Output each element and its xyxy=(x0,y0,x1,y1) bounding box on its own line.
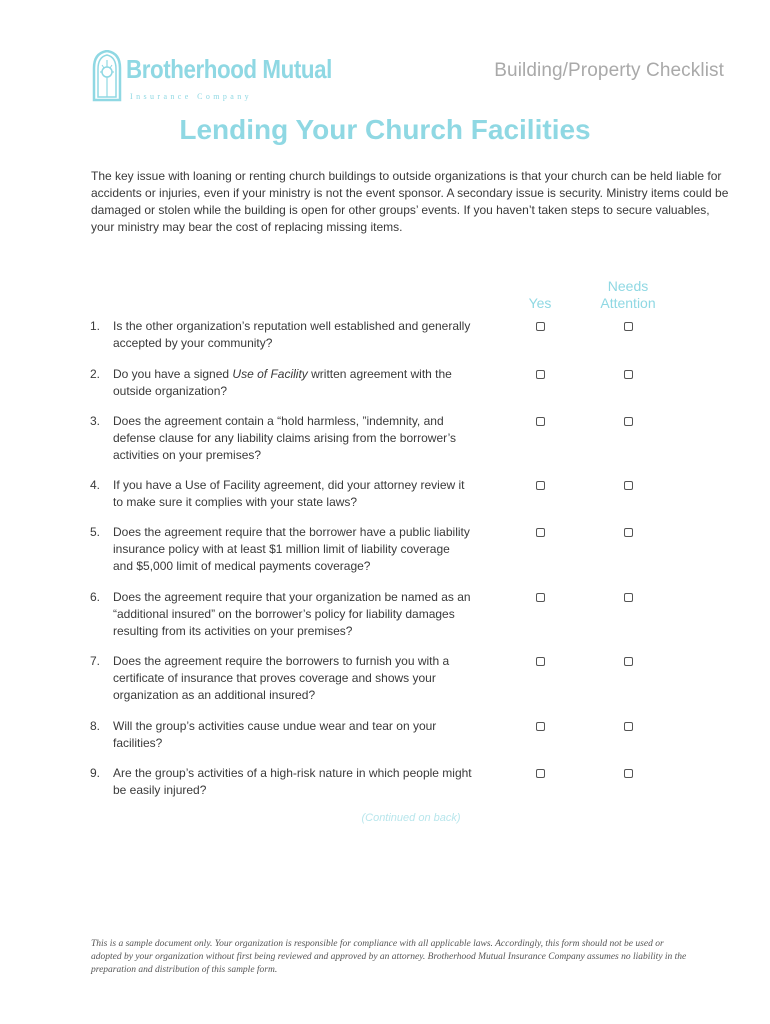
document-type: Building/Property Checklist xyxy=(494,60,724,81)
question-text: Does the agreement require that the borrower have a public liability insurance policy with at least $1 million limit of liability coverage and $5,000 limit of medical payments coverage? xyxy=(113,525,470,573)
question-text: Will the group’s activities cause undue wear and tear on your facilities? xyxy=(113,719,437,750)
brand-name: Brotherhood Mutual xyxy=(126,54,332,84)
yes-checkbox[interactable] xyxy=(536,370,545,379)
yes-checkbox[interactable] xyxy=(536,593,545,602)
question-number: 3. xyxy=(90,414,101,428)
yes-checkbox[interactable] xyxy=(536,322,545,331)
needs-attention-checkbox[interactable] xyxy=(624,528,633,537)
brand-tagline: Insurance Company xyxy=(130,92,253,101)
yes-checkbox[interactable] xyxy=(536,481,545,490)
column-header-yes: Yes xyxy=(528,295,552,311)
needs-attention-checkbox[interactable] xyxy=(624,657,633,666)
needs-attention-checkbox[interactable] xyxy=(624,769,633,778)
question-text: Does the agreement require that your organization be named as an “additional insured” on the borrower’s policy for liability damages resulting from its activities on your premises? xyxy=(113,590,471,638)
question-text: Is the other organization’s reputation well established and generally accepted by your community? xyxy=(113,319,471,350)
yes-checkbox[interactable] xyxy=(536,528,545,537)
question-text: Are the group’s activities of a high-risk nature in which people might be easily injured? xyxy=(113,766,472,797)
question-number: 1. xyxy=(90,319,101,333)
needs-attention-checkbox[interactable] xyxy=(624,417,633,426)
question-number: 2. xyxy=(90,367,101,381)
question-number: 7. xyxy=(90,654,101,668)
yes-checkbox[interactable] xyxy=(536,657,545,666)
question-number: 5. xyxy=(90,525,101,539)
disclaimer-footer: This is a sample document only. Your organization is responsible for compliance with all applicable laws. Accordingly, this form should not be used or adopted by your organization without first being reviewed and approved by an attorney. Brotherhood Mutual Insurance Company assumes no liability in the preparation and distribution of this sample form. xyxy=(91,939,687,975)
needs-attention-checkbox[interactable] xyxy=(624,481,633,490)
column-header-needs: Needs xyxy=(607,278,649,294)
yes-checkbox[interactable] xyxy=(536,769,545,778)
column-header-needs-attention xyxy=(588,278,668,312)
column-header-attention: Attention xyxy=(600,295,656,311)
yes-checkbox[interactable] xyxy=(536,722,545,731)
intro-paragraph: The key issue with loaning or renting church buildings to outside organizations is that your church can be held liable for accidents or injuries, even if your ministry is not the event sponsor. A secondary issue is security. Ministry items could be damaged or stolen while the building is open for other groups’ events. If you haven’t taken steps to secure valuables, your ministry may bear the cost of replacing missing items. xyxy=(91,169,729,234)
page-title: Lending Your Church Facilities xyxy=(179,114,591,145)
question-text: Do you have a signed Use of Facility written agreement with the outside organization? xyxy=(113,367,452,398)
question-number: 4. xyxy=(90,478,101,492)
question-number: 6. xyxy=(90,590,101,604)
question-text: Does the agreement require the borrowers to furnish you with a certificate of insurance that proves coverage and shows your organization as an additional insured? xyxy=(113,654,450,702)
needs-attention-checkbox[interactable] xyxy=(624,722,633,731)
continued-note: (Continued on back) xyxy=(361,812,461,824)
question-text: If you have a Use of Facility agreement, did your attorney review it to make sure it complies with your state laws? xyxy=(113,478,465,509)
question-text: Does the agreement contain a “hold harmless, ”indemnity, and defense clause for any liability claims arising from the borrower’s activities on your premises? xyxy=(113,414,457,462)
question-number: 9. xyxy=(90,766,101,780)
company-logo xyxy=(92,48,352,106)
yes-checkbox[interactable] xyxy=(536,417,545,426)
needs-attention-checkbox[interactable] xyxy=(624,370,633,379)
question-number: 8. xyxy=(90,719,101,733)
needs-attention-checkbox[interactable] xyxy=(624,593,633,602)
needs-attention-checkbox[interactable] xyxy=(624,322,633,331)
church-window-icon xyxy=(92,50,122,102)
